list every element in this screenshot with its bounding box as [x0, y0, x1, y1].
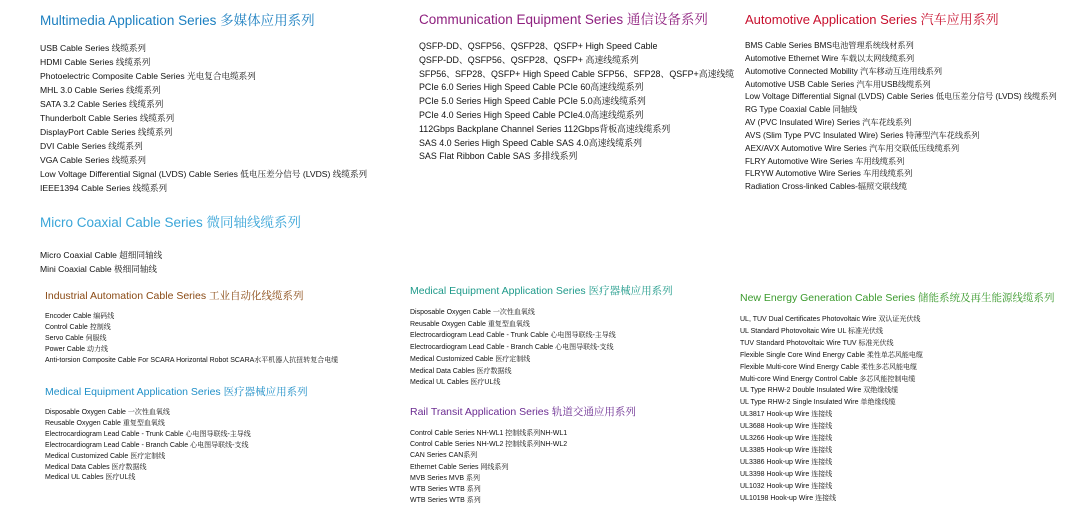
list-item: PCIe 6.0 Series High Speed Cable PCIe 60高速线缆系列 — [419, 82, 644, 93]
list-item: CAN Series CAN系列 — [410, 452, 478, 460]
list-item: FLRY Automotive Wire Series 车用线缆系列 — [745, 156, 905, 166]
list-item: Ethernet Cable Series 网线系列 — [410, 463, 509, 471]
list-item: Disposable Oxygen Cable 一次性血氧线 — [410, 309, 535, 316]
list-item: AV (PVC Insulated Wire) Series 汽车花线系列 — [745, 118, 912, 128]
list-item: UL Type RHW-2 Single Insulated Wire 单绝缘线缆 — [740, 399, 896, 407]
rail-section — [410, 405, 730, 506]
communication-section — [419, 11, 739, 164]
list-item: DVI Cable Series 线缆系列 — [40, 141, 143, 151]
list-item: Electrocardiogram Lead Cable - Branch Cable 心电图导联线-支线 — [410, 344, 614, 352]
automotive-section — [745, 11, 1075, 194]
medical-center-section — [410, 284, 730, 389]
list-item: UL3266 Hook-up Wire 连接线 — [740, 435, 833, 443]
section-title: Industrial Automation Cable Series 工业自动化线缆系列 — [45, 290, 304, 302]
list-item: UL3386 Hook-up Wire 连接线 — [740, 458, 833, 466]
list-item: Servo Cable 伺服线 — [45, 334, 107, 342]
list-item: SATA 3.2 Cable Series 线缆系列 — [40, 99, 164, 109]
list-item: Micro Coaxial Cable 超细同轴线 — [40, 250, 163, 260]
list-item: Low Voltage Differential Signal (LVDS) Cable Series 低电压差分信号 (LVDS) 线缆系列 — [40, 169, 368, 179]
list-item: UL Type RHW-2 Double Insulated Wire 双绝缘线缆 — [740, 387, 899, 395]
list-item: IEEE1394 Cable Series 线缆系列 — [40, 183, 168, 193]
section-title: Rail Transit Application Series 轨道交通应用系列 — [410, 406, 636, 418]
list-item: BMS Cable Series BMS电池管理系统线材系列 — [745, 41, 914, 50]
list-item: VGA Cable Series 线缆系列 — [40, 155, 147, 165]
list-item: Reusable Oxygen Cable 重复型血氧线 — [410, 320, 530, 328]
section-title: Automotive Application Series 汽车应用系列 — [745, 12, 999, 27]
list-item: WTB Series WTB 系列 — [410, 486, 481, 494]
item-list — [40, 41, 410, 195]
list-item: MHL 3.0 Cable Series 线缆系列 — [40, 85, 161, 95]
list-item: Electrocardiogram Lead Cable - Trunk Cable 心电图导联线-主导线 — [410, 332, 616, 340]
item-list — [745, 40, 1075, 194]
list-item: UL, TUV Dual Certificates Photovoltaic Wire 双认证光伏线 — [740, 316, 921, 323]
list-item: Low Voltage Differential Signal (LVDS) Cable Series 低电压差分信号 (LVDS) 线缆系列 — [745, 92, 1057, 102]
list-item: UL10198 Hook-up Wire 连接线 — [740, 494, 837, 502]
list-item: 112Gbps Backplane Channel Series 112Gbps背板高速线缆系列 — [419, 123, 671, 134]
list-item: Medical Data Cables 医疗数据线 — [410, 367, 512, 375]
section-title: Communication Equipment Series 通信设备系列 — [419, 12, 708, 27]
list-item: Power Cable 动力线 — [45, 345, 109, 353]
list-item: USB Cable Series 线缆系列 — [40, 43, 147, 53]
list-item: DisplayPort Cable Series 线缆系列 — [40, 127, 173, 137]
list-item: AEX/AVX Automotive Wire Series 汽车用交联低压线缆系列 — [745, 143, 960, 153]
section-title: Multimedia Application Series 多媒体应用系列 — [40, 13, 315, 28]
list-item: RG Type Coaxial Cable 同轴线 — [745, 105, 858, 115]
new-energy-section — [740, 291, 1075, 505]
list-item: TUV Standard Photovoltaic Wire TUV 标准光伏线 — [740, 339, 894, 347]
list-item: UL1032 Hook-up Wire 连接线 — [740, 482, 833, 490]
list-item: WTB Series WTB 系列 — [410, 497, 481, 505]
list-item: UL3385 Hook-up Wire 连接线 — [740, 446, 833, 454]
list-item: UL3817 Hook-up Wire 连接线 — [740, 411, 833, 419]
list-item: Medical Data Cables 医疗数据线 — [45, 463, 147, 471]
list-item: AVS (Slim Type PVC Insulated Wire) Series 特薄型汽车花线系列 — [745, 130, 980, 140]
list-item: Control Cable 控制线 — [45, 323, 111, 331]
list-item: QSFP-DD、QSFP56、QSFP28、QSFP+ 高速线缆系列 — [419, 54, 639, 65]
section-title: Medical Equipment Application Series 医疗器械应用系列 — [45, 386, 308, 398]
list-item: Automotive Connected Mobility 汽车移动互连用线系列 — [745, 66, 943, 76]
list-item: Flexible Single Core Wind Energy Cable 柔性单芯风能电缆 — [740, 351, 923, 359]
multimedia-section — [40, 12, 410, 195]
list-item: SAS 4.0 Series High Speed Cable SAS 4.0高速线缆系列 — [419, 137, 642, 148]
list-item: Electrocardiogram Lead Cable - Trunk Cable 心电图导联线-主导线 — [45, 430, 251, 438]
list-item: Medical Customized Cable 医疗定制线 — [410, 355, 531, 363]
list-item: SAS Flat Ribbon Cable SAS 多排线系列 — [419, 151, 578, 162]
item-list — [40, 248, 400, 276]
list-item: Medical Customized Cable 医疗定制线 — [45, 452, 166, 460]
list-item: Mini Coaxial Cable 极细同轴线 — [40, 264, 158, 274]
list-item: UL3688 Hook-up Wire 连接线 — [740, 423, 833, 431]
list-item: Radiation Cross-linked Cables-辐照交联线缆 — [745, 182, 907, 192]
item-list — [45, 312, 395, 367]
list-item: Medical UL Cables 医疗UL线 — [45, 474, 136, 482]
list-item: Multi-core Wind Energy Control Cable 多芯风能控制电缆 — [740, 375, 916, 383]
item-list — [410, 307, 730, 389]
list-item: Automotive Ethernet Wire 车载以太网线缆系列 — [745, 53, 915, 63]
list-item: Thunderbolt Cable Series 线缆系列 — [40, 113, 175, 123]
item-list — [45, 408, 395, 484]
list-item: UL3398 Hook-up Wire 连接线 — [740, 470, 833, 478]
item-list — [740, 314, 1075, 505]
section-title: Micro Coaxial Cable Series 微同轴线缆系列 — [40, 215, 302, 230]
list-item: SFP56、SFP28、QSFP+ High Speed Cable SFP56、SFP28、QSFP+高速线缆 — [419, 68, 735, 79]
list-item: HDMI Cable Series 线缆系列 — [40, 57, 151, 67]
list-item: FLRYW Automotive Wire Series 车用线缆系列 — [745, 169, 913, 179]
list-item: PCIe 4.0 Series High Speed Cable PCIe4.0高速线缆系列 — [419, 109, 644, 120]
list-item: Encoder Cable 编码线 — [45, 313, 115, 320]
item-list — [410, 428, 730, 506]
list-item: Flexible Multi-core Wind Energy Cable 柔性多芯风能电缆 — [740, 363, 917, 371]
medical-left-section — [45, 385, 395, 484]
section-title: Medical Equipment Application Series 医疗器械应用系列 — [410, 285, 673, 297]
list-item: Anti-torsion Composite Cable For SCARA Horizontal Robot SCARA水平机器人抗扭转复合电缆 — [45, 356, 339, 364]
micro-coax-section — [40, 214, 400, 276]
list-item: Control Cable Series NH-WL1 控制线系列NH-WL1 — [410, 430, 568, 437]
list-item: UL Standard Photovoltaic Wire UL 标准光伏线 — [740, 327, 884, 335]
list-item: QSFP-DD、QSFP56、QSFP28、QSFP+ High Speed Cable — [419, 41, 658, 51]
list-item: Medical UL Cables 医疗UL线 — [410, 379, 501, 387]
list-item: Photoelectric Composite Cable Series 光电复合电缆系列 — [40, 71, 256, 81]
section-title: New Energy Generation Cable Series 储能系统及再生能源线缆系列 — [740, 292, 1055, 304]
item-list — [419, 40, 739, 164]
list-item: Electrocardiogram Lead Cable - Branch Cable 心电图导联线-支线 — [45, 441, 249, 449]
list-item: Disposable Oxygen Cable 一次性血氧线 — [45, 409, 170, 416]
list-item: Control Cable Series NH-WL2 控制线系列NH-WL2 — [410, 441, 568, 449]
list-item: MVB Series MVB 系列 — [410, 474, 481, 482]
industrial-section — [45, 289, 395, 367]
list-item: Reusable Oxygen Cable 重复型血氧线 — [45, 419, 165, 427]
list-item: PCIe 5.0 Series High Speed Cable PCIe 5.0高速线缆系列 — [419, 96, 646, 107]
list-item: Automotive USB Cable Series 汽车用USB线缆系列 — [745, 79, 931, 89]
